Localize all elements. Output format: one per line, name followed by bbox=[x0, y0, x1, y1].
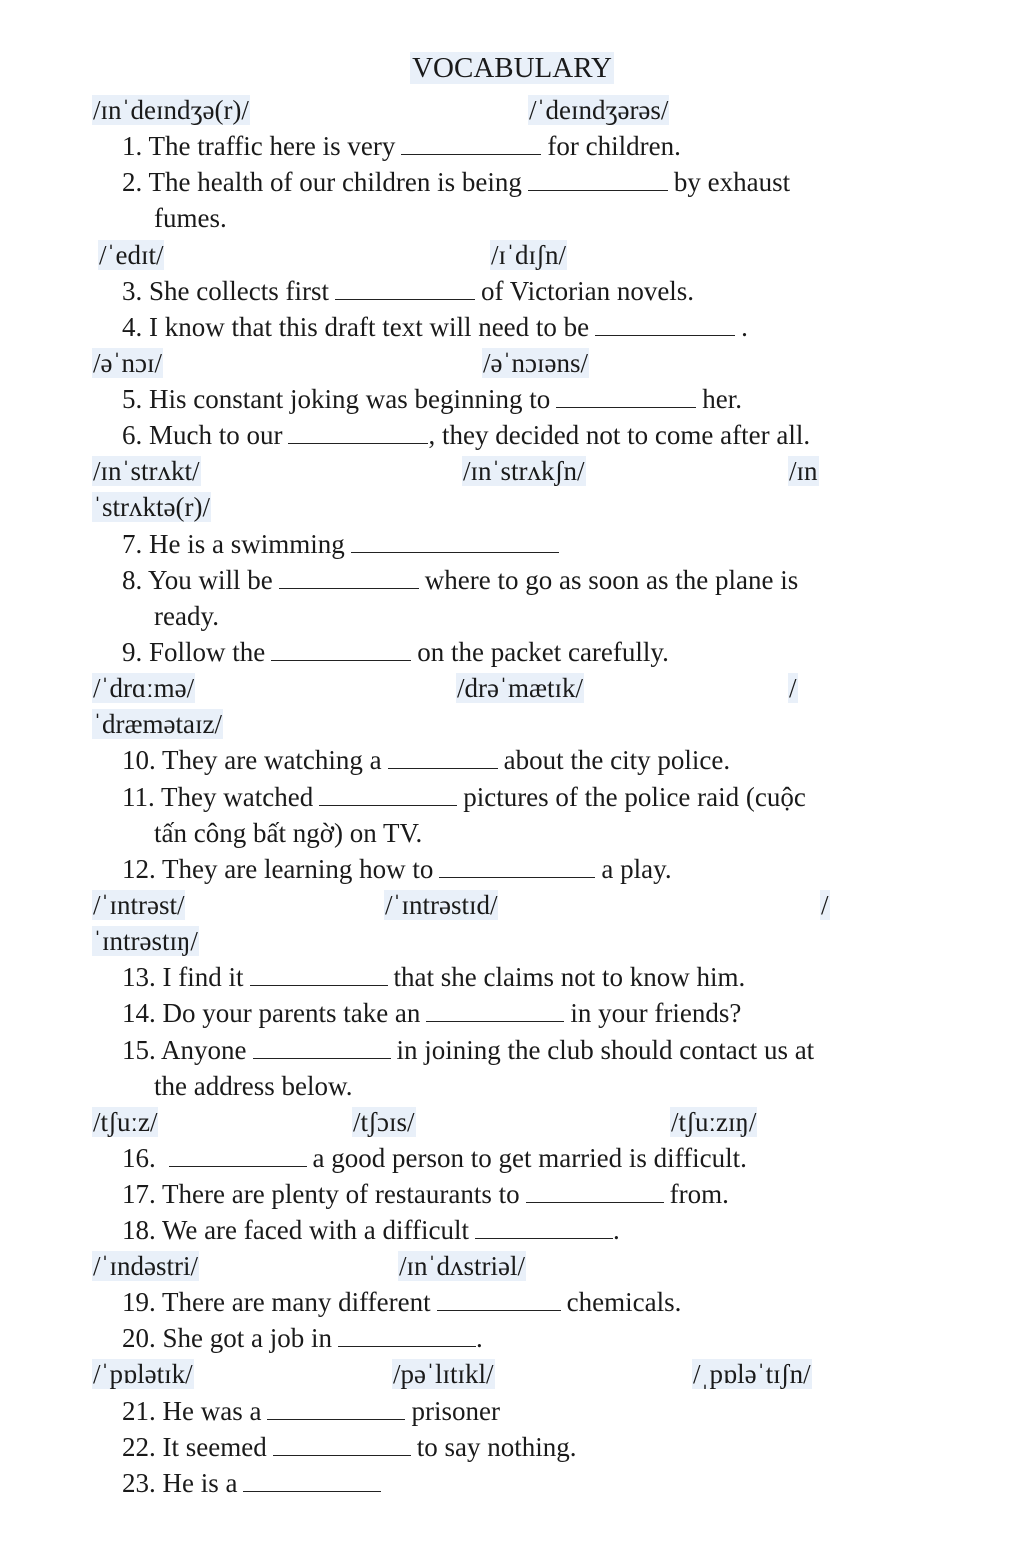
question-14: 14. Do your parents take an in your friends? bbox=[122, 998, 742, 1028]
phonetic-word: /drəˈmætɪk/ bbox=[457, 673, 583, 703]
phonetic-word: / bbox=[789, 673, 797, 703]
question-5: 5. His constant joking was beginning to her. bbox=[122, 384, 742, 414]
answer-blank[interactable] bbox=[351, 528, 559, 553]
phonetic-word: /ɪn bbox=[789, 456, 818, 486]
phonetic-word: /ɪnˈdʌstriəl/ bbox=[399, 1251, 525, 1281]
phonetic-word: /əˈnɔɪəns/ bbox=[483, 348, 588, 378]
phonetic-word: /ɪnˈdeɪndʒə(r)/ bbox=[93, 95, 249, 125]
answer-blank[interactable] bbox=[528, 166, 668, 191]
phonetic-word-continuation: ˈstrʌktə(r)/ bbox=[93, 492, 210, 522]
answer-blank[interactable] bbox=[253, 1034, 391, 1059]
phonetic-word: /tʃɔɪs/ bbox=[353, 1107, 415, 1137]
answer-blank[interactable] bbox=[475, 1214, 613, 1239]
phonetic-word: /ˌpɒləˈtɪʃn/ bbox=[693, 1359, 811, 1389]
question-11: 11. They watched pictures of the police raid (cuộc bbox=[122, 782, 806, 812]
answer-blank[interactable] bbox=[401, 130, 541, 155]
answer-blank[interactable] bbox=[288, 419, 428, 444]
answer-blank[interactable] bbox=[271, 636, 411, 661]
answer-blank[interactable] bbox=[250, 961, 388, 986]
question-15: 15. Anyone in joining the club should contact us at bbox=[122, 1035, 815, 1065]
question-2-continuation: fumes. bbox=[154, 203, 227, 233]
answer-blank[interactable] bbox=[595, 311, 735, 336]
answer-blank[interactable] bbox=[319, 781, 457, 806]
phonetic-word: /ˈɪndəstri/ bbox=[93, 1251, 198, 1281]
answer-blank[interactable] bbox=[279, 564, 419, 589]
question-13: 13. I find it that she claims not to know him. bbox=[122, 962, 746, 992]
question-12: 12. They are learning how to a play. bbox=[122, 854, 672, 884]
answer-blank[interactable] bbox=[556, 383, 696, 408]
page-title: VOCABULARY bbox=[412, 52, 612, 84]
question-8-continuation: ready. bbox=[154, 601, 219, 631]
phonetic-word: / bbox=[821, 890, 829, 920]
question-22: 22. It seemed to say nothing. bbox=[122, 1432, 577, 1462]
phonetic-word-continuation: ˈɪntrəstɪŋ/ bbox=[93, 926, 198, 956]
phonetic-word: /ɪnˈstrʌkʃn/ bbox=[463, 456, 585, 486]
question-6: 6. Much to our , they decided not to come after all. bbox=[122, 420, 811, 450]
phonetic-word: /ˈɪntrəst/ bbox=[93, 890, 185, 920]
answer-blank[interactable] bbox=[426, 997, 564, 1022]
phonetic-word: /ˈdeɪndʒərəs/ bbox=[529, 95, 669, 125]
question-15-continuation: the address below. bbox=[154, 1071, 353, 1101]
question-16: 16. a good person to get married is difficult. bbox=[122, 1143, 747, 1173]
answer-blank[interactable] bbox=[439, 853, 595, 878]
phonetic-word: /ˈɪntrəstɪd/ bbox=[385, 890, 498, 920]
phonetic-word: /ˈpɒlətɪk/ bbox=[93, 1359, 193, 1389]
phonetic-word: /ɪnˈstrʌkt/ bbox=[93, 456, 200, 486]
answer-blank[interactable] bbox=[388, 744, 498, 769]
question-9: 9. Follow the on the packet carefully. bbox=[122, 637, 669, 667]
question-23: 23. He is a bbox=[122, 1465, 387, 1501]
answer-blank[interactable] bbox=[338, 1322, 476, 1347]
answer-blank[interactable] bbox=[267, 1395, 405, 1420]
phonetic-word: /ˈdrɑːmə/ bbox=[93, 673, 195, 703]
question-1: 1. The traffic here is very for children. bbox=[122, 131, 681, 161]
phonetic-word: /tʃuːz/ bbox=[93, 1107, 158, 1137]
phonetic-word: /pəˈlɪtɪkl/ bbox=[393, 1359, 494, 1389]
question-10: 10. They are watching a about the city police. bbox=[122, 745, 731, 775]
phonetic-word: /ˈedɪt/ bbox=[99, 240, 164, 270]
answer-blank[interactable] bbox=[437, 1286, 561, 1311]
answer-blank[interactable] bbox=[169, 1142, 307, 1167]
question-4: 4. I know that this draft text will need to be . bbox=[122, 312, 748, 342]
question-20: 20. She got a job in . bbox=[122, 1323, 483, 1353]
question-11-continuation: tấn công bất ngờ) on TV. bbox=[154, 818, 423, 848]
answer-blank[interactable] bbox=[526, 1178, 664, 1203]
answer-blank[interactable] bbox=[243, 1467, 381, 1492]
phonetic-word: /əˈnɔɪ/ bbox=[93, 348, 162, 378]
phonetic-word: /tʃuːzɪŋ/ bbox=[671, 1107, 757, 1137]
question-3: 3. She collects first of Victorian novels. bbox=[122, 276, 695, 306]
question-21: 21. He was a prisoner bbox=[122, 1396, 500, 1426]
question-17: 17. There are plenty of restaurants to from. bbox=[122, 1179, 729, 1209]
question-19: 19. There are many different chemicals. bbox=[122, 1287, 682, 1317]
phonetic-word-continuation: ˈdræmətaɪz/ bbox=[93, 709, 222, 739]
answer-blank[interactable] bbox=[335, 275, 475, 300]
question-18: 18. We are faced with a difficult . bbox=[122, 1215, 620, 1245]
answer-blank[interactable] bbox=[273, 1431, 411, 1456]
question-2: 2. The health of our children is being by exhaust bbox=[122, 167, 791, 197]
question-8: 8. You will be where to go as soon as the plane is bbox=[122, 565, 799, 595]
question-7: 7. He is a swimming bbox=[122, 526, 565, 562]
phonetic-word: /ɪˈdɪʃn/ bbox=[491, 240, 566, 270]
